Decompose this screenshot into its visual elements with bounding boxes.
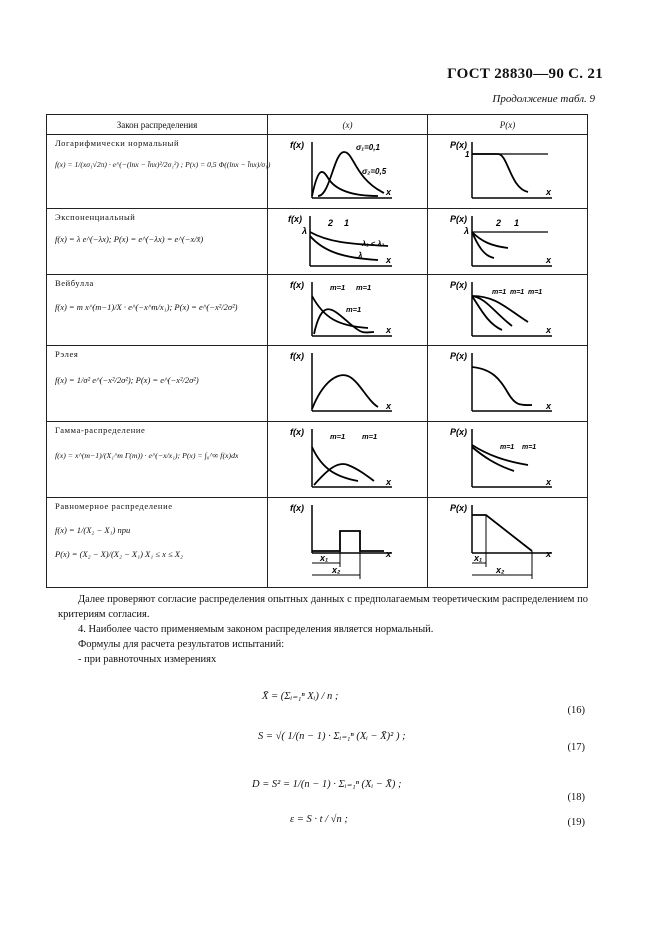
- col-header-fx: (x): [268, 115, 428, 135]
- probability-graph: [448, 138, 568, 204]
- tick-label: x₂: [331, 565, 340, 575]
- curve-label: m=1: [345, 305, 361, 314]
- tick-label: 1: [464, 150, 469, 159]
- density-graph: [288, 138, 408, 204]
- probability-graph: [448, 501, 568, 583]
- x-axis-label: x: [385, 255, 391, 265]
- col-header-law: Закон распределения: [47, 115, 268, 135]
- page-header: ГОСТ 28830—90 С. 21: [447, 66, 603, 82]
- col-header-px: P(x): [428, 115, 588, 135]
- probability-graph: [448, 278, 568, 342]
- y-axis-label: f(x): [287, 214, 302, 224]
- table-header-row: [47, 115, 588, 135]
- curve-label: m=1: [329, 432, 345, 441]
- tick-label: x₁: [473, 553, 482, 563]
- law-formula: f(x) = λ e^(−λx); P(x) = e^(−λx) = e^(−x/x̄): [55, 234, 204, 245]
- curve-label: m=1: [521, 444, 536, 451]
- law-formula: f(x) = 1/(X₂ − X₁) при: [55, 525, 131, 536]
- table-continuation: Продолжение табл. 9: [492, 93, 595, 105]
- law-name: Экспоненциальный: [55, 212, 136, 222]
- density-graph: [288, 349, 408, 417]
- equation-number: (17): [567, 742, 585, 753]
- distribution-table: [46, 114, 588, 588]
- y-axis-label: f(x): [289, 351, 304, 361]
- y-axis-label: P(x): [449, 503, 467, 513]
- law-formula: f(x) = x^(m−1)/(X₁^m Γ(m)) · e^(−x/x₁); P(x) = ∫₀^∞ f(x)dx: [55, 451, 239, 461]
- tick-label: x₁: [319, 553, 328, 563]
- equation-variance: D = S² = 1/(n − 1) · Σᵢ₌₁ⁿ (Xᵢ − X̄) ;: [252, 779, 402, 790]
- probability-graph: [448, 425, 568, 493]
- x-axis-label: x: [545, 187, 551, 197]
- x-axis-label: x: [385, 549, 391, 559]
- x-axis-label: x: [385, 401, 391, 411]
- y-axis-label: P(x): [449, 140, 467, 150]
- table-row: [47, 275, 588, 346]
- paragraph-equal-precision: - при равноточных измерениях: [78, 654, 217, 665]
- y-axis-label: f(x): [289, 427, 304, 437]
- table-row: [47, 498, 588, 588]
- table-row: [47, 209, 588, 275]
- curve-label: m=1: [361, 432, 377, 441]
- y-axis-label: f(x): [289, 280, 304, 290]
- paragraph-normal: 4. Наиболее часто применяемым законом распределения является нормальный.: [78, 624, 434, 635]
- tick-label: x₂: [495, 565, 504, 575]
- x-axis-label: x: [545, 401, 551, 411]
- paragraph-agreement: Далее проверяют согласие распределения опытных данных с предполагаемым теоретическим распределением по критериям согласия.: [58, 594, 588, 620]
- density-graph: [288, 501, 408, 583]
- table-row: [47, 346, 588, 422]
- law-formula: f(x) = m x^(m−1)/X · e^(−x^m/x₁); P(x) = e^(−x²/2σ²): [55, 302, 238, 313]
- density-graph: [288, 425, 408, 493]
- curve-label: m=1: [329, 283, 345, 292]
- probability-graph: [448, 212, 568, 272]
- law-formula: P(x) = (X₂ − X)/(X₂ − X₁) X₁ ≤ x ≤ X₂: [55, 549, 183, 560]
- curve-label: 1: [343, 218, 349, 228]
- curve-label: 1: [513, 218, 519, 228]
- curve-label: σ₁=0,1: [355, 143, 380, 152]
- y-axis-label: P(x): [449, 427, 467, 437]
- x-axis-label: x: [545, 549, 551, 559]
- law-name: Равномерное распределение: [55, 501, 173, 511]
- curve-label: 2: [327, 218, 333, 228]
- equation-number: (19): [567, 817, 585, 828]
- law-name: Гамма-распределение: [55, 425, 146, 435]
- curve-label: λ: [301, 226, 307, 236]
- x-axis-label: x: [545, 477, 551, 487]
- curve-label: σ₂=0,5: [361, 167, 386, 176]
- x-axis-label: x: [385, 477, 391, 487]
- x-axis-label: x: [385, 187, 391, 197]
- probability-graph: [448, 349, 568, 417]
- y-axis-label: P(x): [449, 351, 467, 361]
- law-name: Вейбулла: [55, 278, 94, 288]
- law-formula: f(x) = 1/σ² e^(−x²/2σ²); P(x) = e^(−x²/2σ²): [55, 375, 199, 386]
- curve-label: m=1: [527, 289, 542, 296]
- equation-number: (18): [567, 792, 585, 803]
- x-axis-label: x: [385, 325, 391, 335]
- curve-label: λ: [463, 226, 469, 236]
- curve-label: m=1: [499, 444, 514, 451]
- curve-label: λ₁ < λ₂: [361, 239, 384, 248]
- law-formula: f(x) = 1/(xσ₁√2π) · e^(−(lnx − l̄nx)²/2σ₁²) ; P(x) = 0,5 Φ((lnx − l̄nx)/σ₁): [55, 160, 271, 170]
- y-axis-label: P(x): [449, 280, 467, 290]
- curve-label: m=1: [509, 289, 524, 296]
- density-graph: [288, 278, 408, 342]
- density-graph: [288, 212, 408, 272]
- table-row: [47, 135, 588, 209]
- equation-number: (16): [567, 705, 585, 716]
- equation-std: S = √( 1/(n − 1) · Σᵢ₌₁ⁿ (Xᵢ − X̄)² ) ;: [258, 731, 406, 742]
- curve-label: m=1: [491, 289, 506, 296]
- y-axis-label: f(x): [289, 503, 304, 513]
- equation-mean: X̄ = (Σᵢ₌₁ⁿ Xᵢ) / n ;: [262, 691, 339, 702]
- y-axis-label: P(x): [449, 214, 467, 224]
- curve-label: 2: [495, 218, 501, 228]
- curve-label: λ: [357, 251, 362, 260]
- x-axis-label: x: [545, 255, 551, 265]
- x-axis-label: x: [545, 325, 551, 335]
- table-row: [47, 422, 588, 498]
- y-axis-label: f(x): [289, 140, 304, 150]
- law-name: Рэлея: [55, 349, 79, 359]
- law-name: Логарифмически нормальный: [55, 138, 180, 148]
- paragraph-formulas: Формулы для расчета результатов испытаний:: [78, 639, 285, 650]
- equation-epsilon: ε = S · t / √n ;: [290, 814, 348, 825]
- curve-label: m=1: [355, 283, 371, 292]
